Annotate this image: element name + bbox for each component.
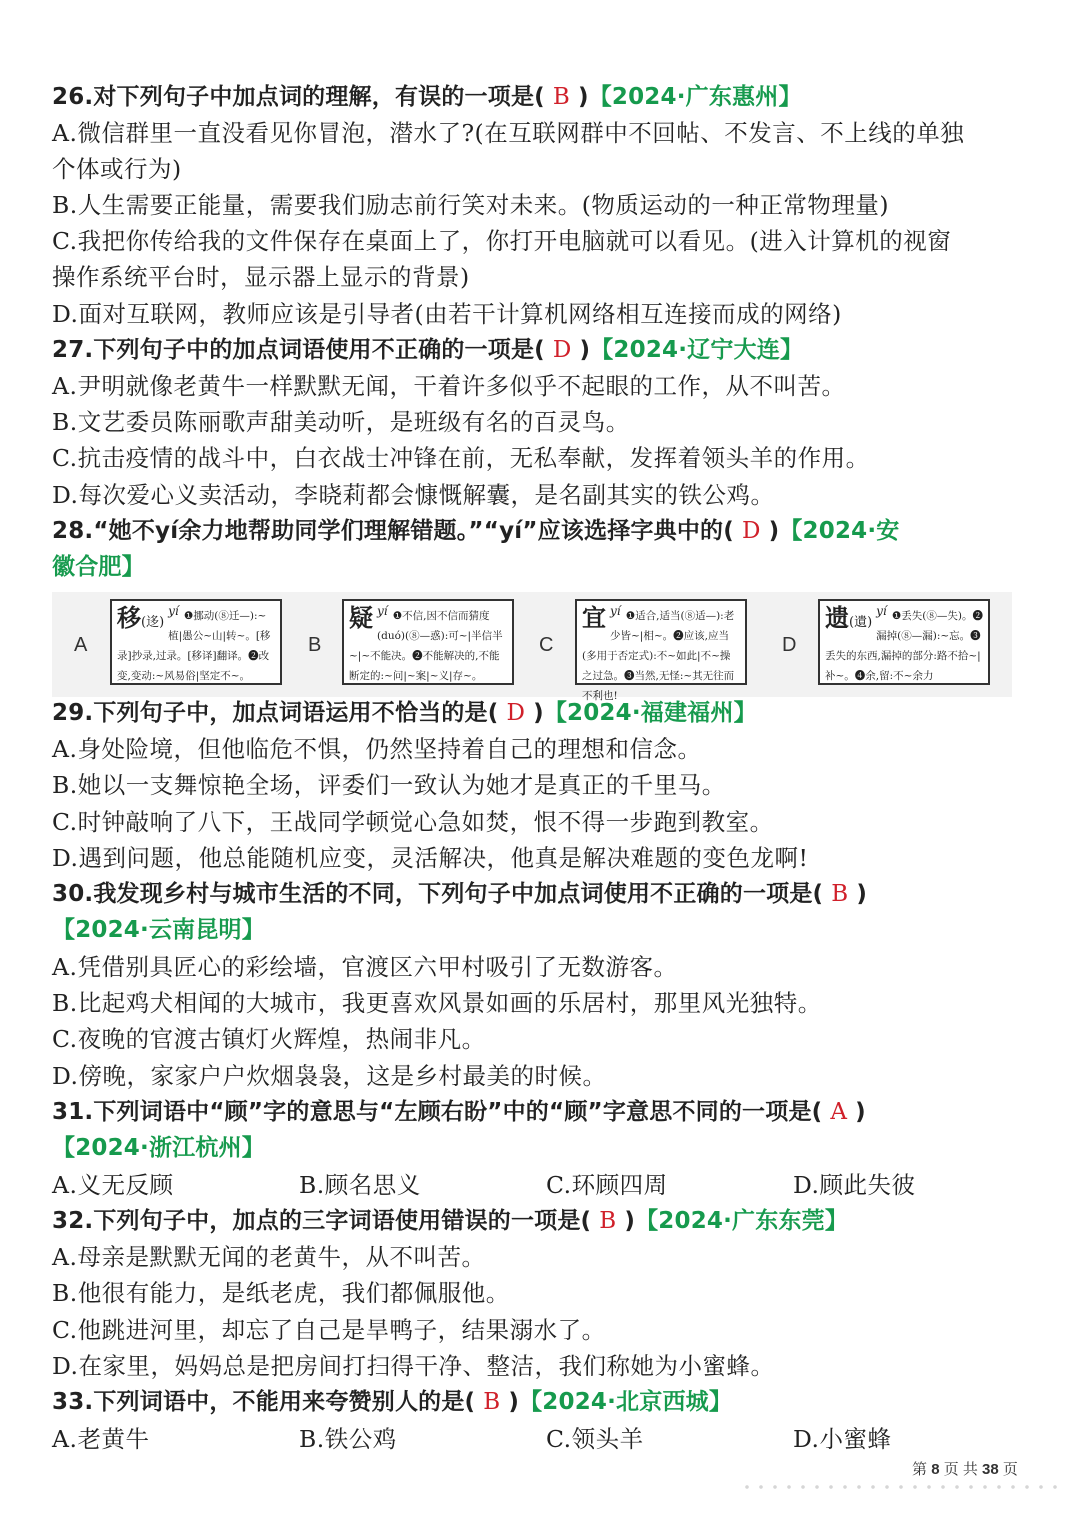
option-31-b: B.顾名思义 — [299, 1171, 421, 1199]
option-27-b: B.文艺委员陈丽歌声甜美动听，是班级有名的百灵鸟。 — [52, 408, 630, 436]
option-26-a-cont: 个体或行为) — [52, 155, 182, 183]
option-32-c: C.他跳进河里，却忘了自己是旱鸭子，结果溺水了。 — [52, 1316, 606, 1344]
option-27-c: C.抗击疫情的战斗中，白衣战士冲锋在前，无私奉献，发挥着领头羊的作用。 — [52, 444, 870, 472]
source-29: 【2024·福建福州】 — [543, 700, 757, 726]
dict-letter-b: B — [308, 634, 322, 656]
dictionary-options — [52, 592, 1012, 702]
option-29-d: D.遇到问题，他总能随机应变，灵活解决，他真是解决难题的变色龙啊! — [52, 844, 809, 872]
option-29-b: B.她以一支舞惊艳全场，评委们一致认为她才是真正的千里马。 — [52, 771, 726, 799]
option-31-d: D.顾此失彼 — [793, 1171, 916, 1199]
question-32-stem: 32.下列句子中，加点的三字词语使用错误的一项是( B )【2024·广东东莞】 — [52, 1208, 849, 1234]
answer-33: B — [483, 1389, 501, 1415]
option-29-c: C.时钟敲响了八下，王战同学顿觉心急如焚，恨不得一步跑到教室。 — [52, 808, 774, 836]
question-31-source: 【2024·浙江杭州】 — [52, 1135, 265, 1161]
source-26: 【2024·广东惠州】 — [588, 84, 802, 110]
question-29-stem: 29.下列句子中，加点词语运用不恰当的是( D )【2024·福建福州】 — [52, 700, 757, 726]
option-30-b: B.比起鸡犬相闻的大城市，我更喜欢风景如画的乐居村，那里风光独特。 — [52, 989, 822, 1017]
answer-28: D — [741, 518, 761, 544]
option-27-a: A.尹明就像老黄牛一样默默无闻，干着许多似乎不起眼的工作，从不叫苦。 — [52, 372, 846, 400]
decorative-dots — [740, 1484, 1060, 1490]
source-27: 【2024·辽宁大连】 — [590, 337, 804, 363]
question-28-source-cont: 徽合肥】 — [52, 554, 145, 580]
option-30-c: C.夜晚的官渡古镇灯火辉煌，热闹非凡。 — [52, 1025, 486, 1053]
answer-30: B — [831, 881, 849, 907]
option-33-d: D.小蜜蜂 — [793, 1425, 892, 1453]
option-26-c-cont: 操作系统平台时，显示器上显示的背景) — [52, 263, 470, 291]
option-26-c: C.我把你传给我的文件保存在桌面上了，你打开电脑就可以看见。(进入计算机的视窗 — [52, 227, 952, 255]
dict-entry-d: 遗(遺) $^{yí}$ ❶丢失(⑧—失)。❷漏掉(⑧—漏):~忘。❸丢失的东西,漏掉的部分:路不拾~|补~。❹余,留:不~余力 — [818, 599, 990, 685]
answer-29: D — [506, 700, 526, 726]
option-30-a: A.凭借别具匠心的彩绘墙，官渡区六甲村吸引了无数游客。 — [52, 953, 678, 981]
dict-entry-c: 宜 $^{yí}$ ❶适合,适当(⑧适—):老少皆~|相~。❷应该,应当(多用于否定式):不~如此|不~操之过急。❸当然,无怪:~其无往而不利也! — [575, 599, 747, 685]
option-26-b: B.人生需要正能量，需要我们励志前行笑对未来。(物质运动的一种正常物理量) — [52, 191, 890, 219]
source-28: 【2024·安 — [779, 518, 900, 544]
answer-32: B — [599, 1208, 617, 1234]
options-31 — [52, 1168, 1040, 1202]
source-33: 【2024·北京西城】 — [519, 1389, 733, 1415]
question-26-stem: 26.对下列句子中加点词的理解，有误的一项是( B )【2024·广东惠州】 — [52, 84, 802, 110]
question-30-source: 【2024·云南昆明】 — [52, 917, 265, 943]
dict-letter-d: D — [782, 634, 797, 656]
source-32: 【2024·广东东莞】 — [635, 1208, 849, 1234]
answer-31: A — [830, 1099, 848, 1125]
dict-entry-b: 疑 $^{yí}$ ❶不信,因不信而猜度(duó)(⑧—惑):可~|半信半~|~不能决。❷不能解决的,不能断定的:~问|~案|~义|存~。 — [342, 599, 514, 685]
dict-letter-c: C — [539, 634, 554, 656]
option-33-b: B.铁公鸡 — [299, 1425, 397, 1453]
dict-letter-a: A — [74, 634, 88, 656]
question-31-stem: 31.下列词语中“顾”字的意思与“左顾右盼”中的“顾”字意思不同的一项是( A ) — [52, 1099, 866, 1125]
option-33-c: C.领头羊 — [546, 1425, 644, 1453]
option-32-a: A.母亲是默默无闻的老黄牛，从不叫苦。 — [52, 1243, 486, 1271]
option-26-d: D.面对互联网，教师应该是引导者(由若干计算机网络相互连接而成的网络) — [52, 300, 842, 328]
page-number: 第 8 页 共 38 页 — [912, 1461, 1018, 1478]
answer-27: D — [552, 337, 572, 363]
question-27-stem: 27.下列句子中的加点词语使用不正确的一项是( D )【2024·辽宁大连】 — [52, 337, 804, 363]
question-30-stem: 30.我发现乡村与城市生活的不同，下列句子中加点词使用不正确的一项是( B ) — [52, 881, 868, 907]
question-33-stem: 33.下列词语中，不能用来夸赞别人的是( B )【2024·北京西城】 — [52, 1389, 733, 1415]
option-32-b: B.他很有能力，是纸老虎，我们都佩服他。 — [52, 1279, 510, 1307]
option-31-c: C.环顾四周 — [546, 1171, 668, 1199]
option-33-a: A.老黄牛 — [52, 1425, 150, 1453]
option-26-a: A.微信群里一直没看见你冒泡，潜水了?(在互联网群中不回帖、不发言、不上线的单独 — [52, 119, 965, 147]
option-30-d: D.傍晚，家家户户炊烟袅袅，这是乡村最美的时候。 — [52, 1062, 607, 1090]
option-32-d: D.在家里，妈妈总是把房间打扫得干净、整洁，我们称她为小蜜蜂。 — [52, 1352, 775, 1380]
answer-26: B — [552, 84, 570, 110]
option-31-a: A.义无反顾 — [52, 1171, 174, 1199]
option-29-a: A.身处险境，但他临危不惧，仍然坚持着自己的理想和信念。 — [52, 735, 702, 763]
question-28-stem: 28.“她不yí余力地帮助同学们理解错题。”“yí”应该选择字典中的( D )【2024·安 — [52, 518, 900, 544]
dict-entry-a: 移(迻) $^{yí}$ ❶挪动(⑧迁—):~植|愚公~山|转~。[移录]抄录,过录。[移译]翻译。❷改变,变动:~风易俗|坚定不~。 — [110, 599, 282, 685]
option-27-d: D.每次爱心义卖活动，李晓莉都会慷慨解囊，是名副其实的铁公鸡。 — [52, 481, 775, 509]
options-33 — [52, 1422, 1040, 1456]
